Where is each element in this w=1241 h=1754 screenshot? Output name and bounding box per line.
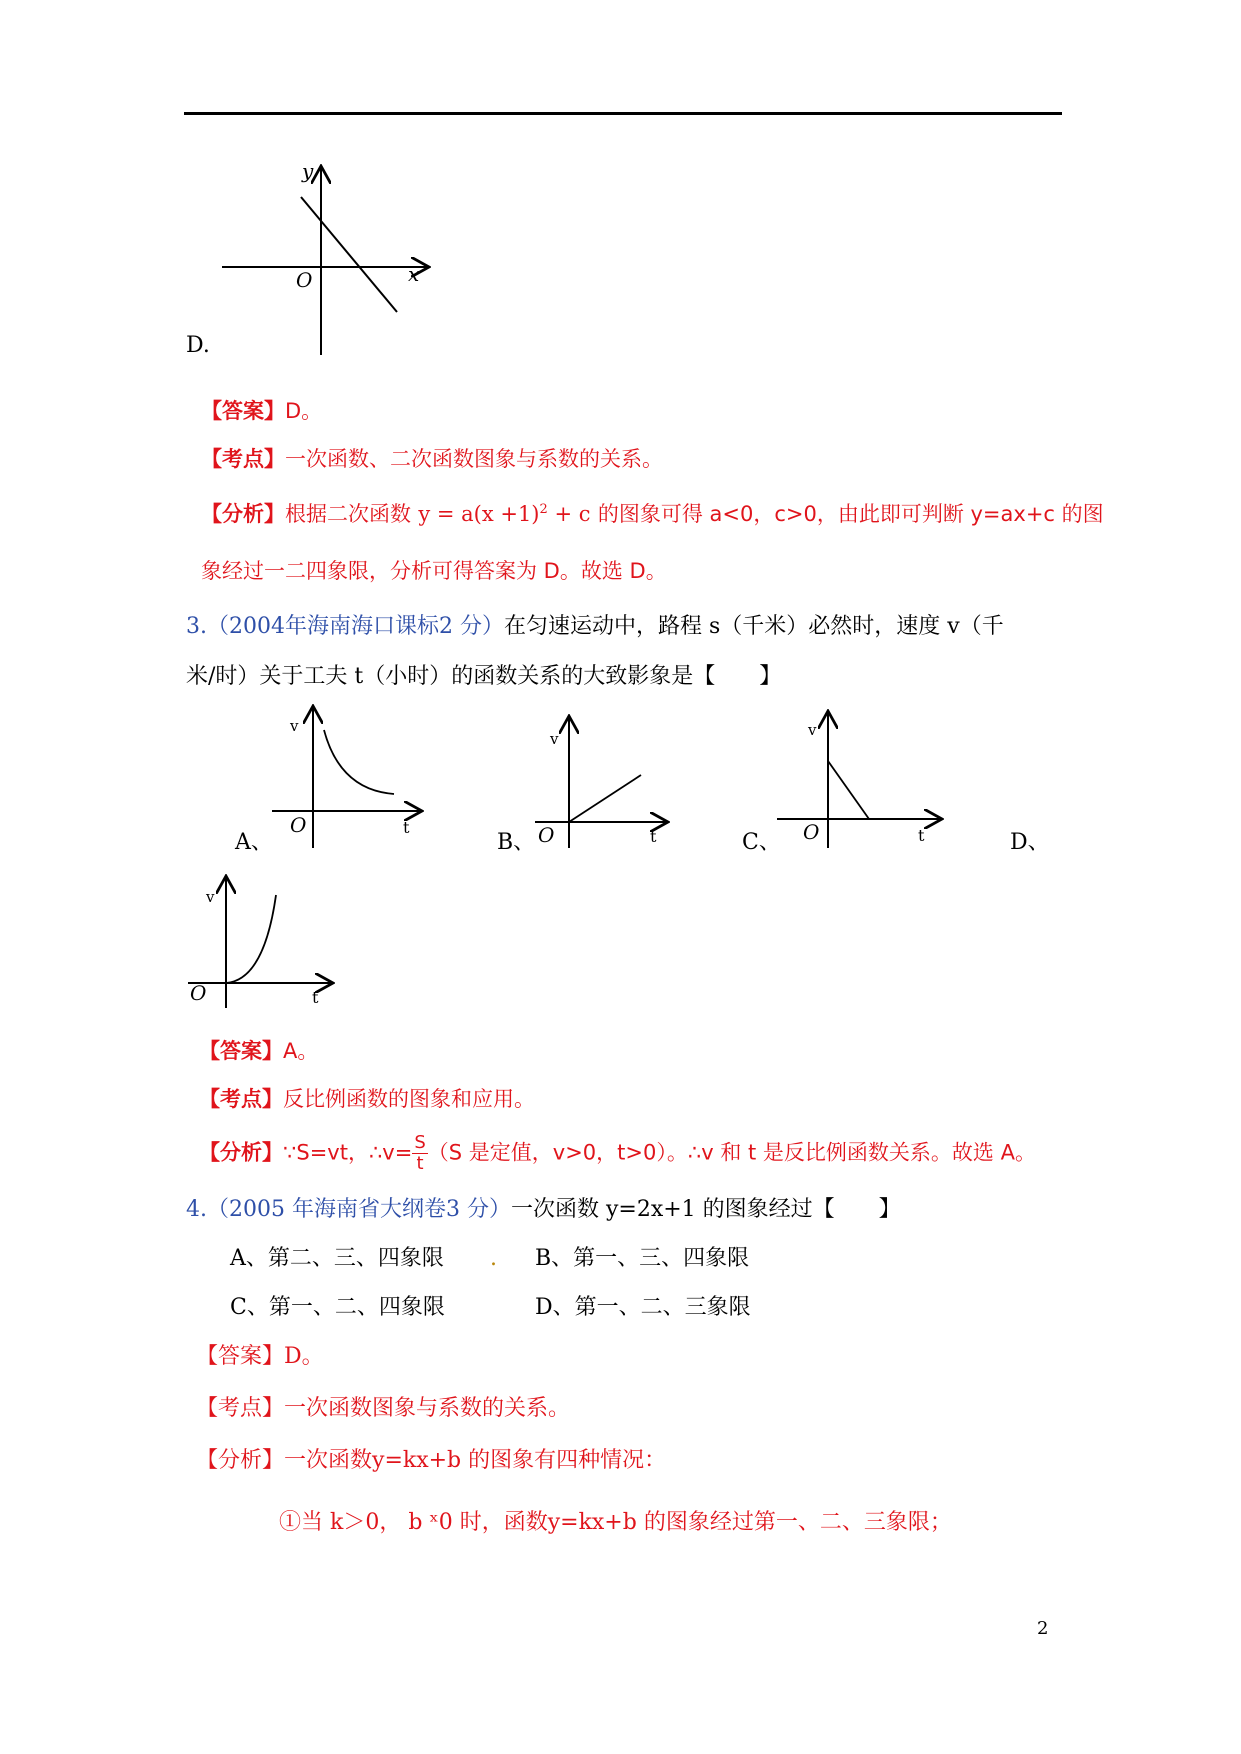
point-label: 【考点】 (196, 1396, 285, 1421)
v-axis-label: v (808, 721, 817, 739)
origin-label: O (290, 813, 307, 837)
q4-analysis (196, 1446, 666, 1476)
fraction-numerator: S (414, 1132, 426, 1153)
answer-label: 【答案】 (201, 399, 285, 423)
q2-option-d-label: D. (186, 333, 210, 358)
answer-text: D。 (284, 1344, 324, 1369)
q4-option-b: B、第一、三、四象限 (535, 1246, 750, 1271)
q3-stem-line1: 在匀速运动中，路程 s（千米）必然时，速度 v（千 (503, 614, 1004, 639)
decreasing-line (828, 761, 869, 819)
y-axis-label: y (302, 160, 314, 183)
analysis-post: （S 是定值，v>0，t>0）。∴v 和 t 是反比例函数关系。故选 A。 (427, 1140, 1036, 1165)
q3-graph-d (186, 870, 336, 1010)
origin-label: O (296, 268, 313, 292)
linear-line (569, 775, 641, 822)
point-text: 反比例函数的图象和应用。 (283, 1087, 535, 1111)
analysis-formula-tail: + c (547, 502, 591, 526)
q3-option-b-label: B、 (497, 830, 536, 855)
t-axis-label: t (918, 826, 925, 845)
t-axis-label: t (312, 988, 319, 1007)
parabola-curve (226, 895, 276, 983)
t-axis-label: t (403, 818, 410, 837)
q3-option-a-label: A、 (235, 830, 273, 855)
origin-label: O (803, 820, 820, 844)
q4-option-a: A、第二、三、四象限 (230, 1246, 444, 1271)
q4-option-c: C、第一、二、四象限 (230, 1295, 445, 1320)
q2-graph-d (220, 160, 440, 360)
q3-graph-a (270, 700, 430, 850)
v-axis-label: v (550, 730, 559, 748)
hyperbola-curve (324, 730, 394, 794)
header-rule (184, 112, 1062, 115)
origin-label: O (190, 981, 207, 1005)
point-label: 【考点】 (199, 1087, 283, 1111)
t-axis-label: t (650, 827, 657, 846)
q3-answer (199, 1035, 318, 1065)
fraction-s-over-t (412, 1133, 427, 1174)
q2-point (201, 443, 663, 473)
q4-line (186, 1195, 901, 1225)
v-axis-label: v (290, 717, 299, 735)
q3-number: 3. (186, 614, 207, 639)
q4-answer (196, 1342, 324, 1372)
analysis-pre: ∵S=vt，∴v= (283, 1140, 413, 1165)
answer-label: 【答案】 (196, 1344, 285, 1369)
q2-answer (201, 395, 322, 425)
v-axis-label: v (206, 888, 215, 906)
q2-analysis-line1 (201, 498, 1104, 528)
q3-source: （2004年海南海口课标2 分） (207, 614, 504, 639)
analysis-exponent: 2 (539, 502, 548, 517)
answer-text: A。 (283, 1039, 319, 1063)
q3-point (199, 1083, 535, 1113)
q3-graph-b (533, 710, 673, 850)
answer-label: 【答案】 (199, 1039, 283, 1063)
analysis-label: 【分析】 (199, 1140, 283, 1165)
analysis-mid: 的图象可得 a<0，c>0，由此即可判断 y=ax+c 的图 (597, 502, 1104, 526)
origin-label: O (538, 823, 555, 847)
graph-line (301, 197, 397, 312)
q3-analysis (199, 1133, 1036, 1174)
point-text: 一次函数图象与系数的关系。 (284, 1396, 571, 1421)
analysis-label: 【分析】 (196, 1448, 285, 1473)
q4-option-stray-dot: . (490, 1246, 497, 1271)
q4-option-d: D、第一、二、三象限 (535, 1295, 751, 1320)
q4-stem: 一次函数 y=2x+1 的图象经过【 】 (510, 1197, 901, 1222)
q4-number: 4. (186, 1197, 207, 1222)
point-label: 【考点】 (201, 447, 285, 471)
analysis-label: 【分析】 (201, 502, 285, 526)
q4-case1: ①当 k＞0， b ˣ0 时，函数y=kx+b 的图象经过第一、二、三象限； (279, 1510, 952, 1535)
page-number: 2 (1037, 1618, 1049, 1639)
q4-source: （2005 年海南省大纲卷3 分） (207, 1197, 511, 1222)
analysis-pre: 根据二次函数 (285, 502, 411, 526)
point-text: 一次函数、二次函数图象与系数的关系。 (285, 447, 663, 471)
q3-option-d-label: D、 (1010, 830, 1050, 855)
q3-graph-c (775, 705, 945, 850)
q2-analysis-line2 (201, 555, 667, 585)
analysis-formula: y = a(x +1) (418, 502, 540, 526)
answer-text: D。 (285, 399, 323, 423)
q4-point (196, 1394, 570, 1424)
analysis-line2: 象经过一二四象限，分析可得答案为 D。故选 D。 (201, 559, 667, 583)
q3-stem-line2: 米/时）关于工夫 t（小时）的函数关系的大致影象是【 】 (186, 664, 782, 689)
analysis-text: 一次函数y=kx+b 的图象有四种情况： (284, 1448, 667, 1473)
fraction-denominator: t (416, 1153, 424, 1174)
q3-option-c-label: C、 (742, 830, 781, 855)
q3-line1 (186, 612, 1004, 642)
x-axis-label: x (408, 262, 420, 286)
